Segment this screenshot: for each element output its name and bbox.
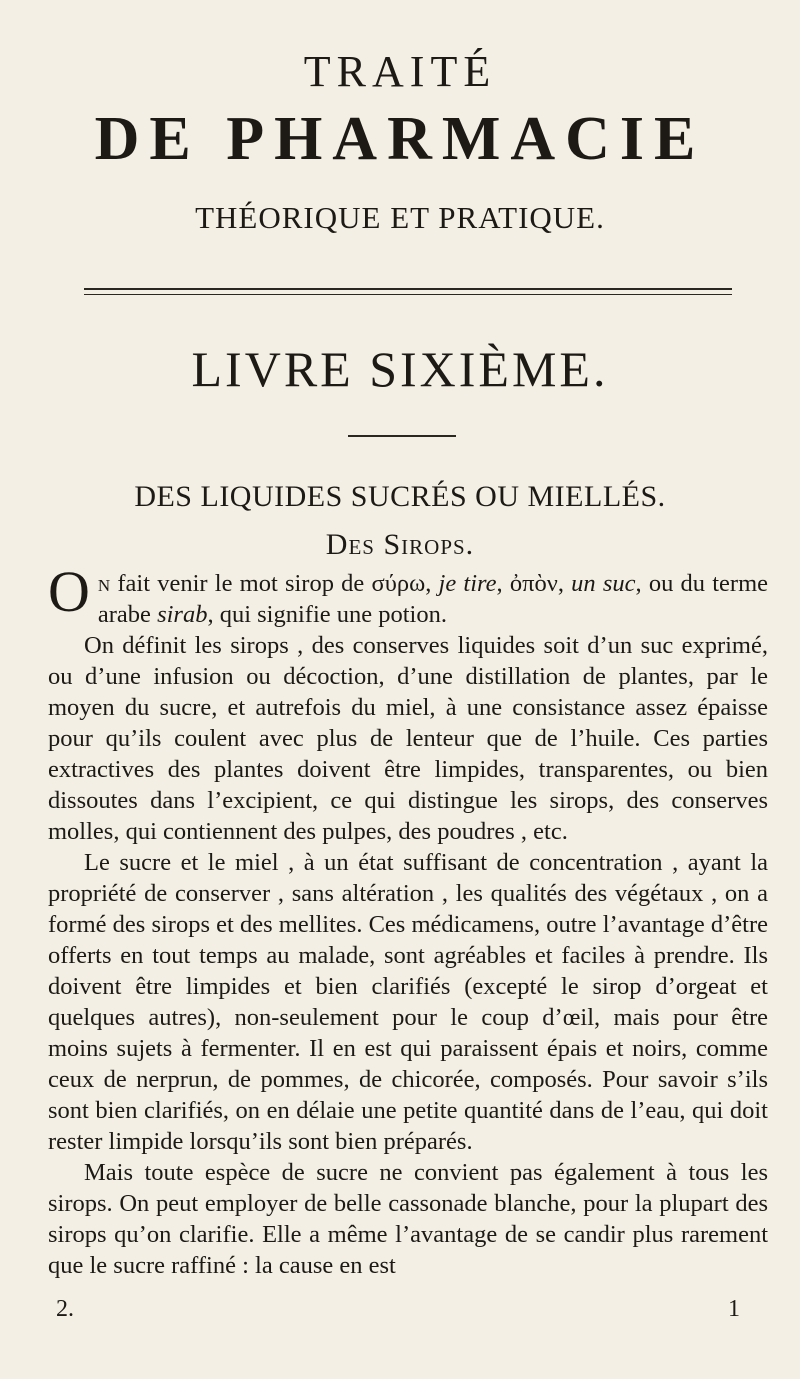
text-run: , [496,570,510,597]
title-line-1: TRAITÉ [303,47,497,96]
paragraph-lead: n [97,570,111,597]
text-run: fait venir le mot sirop de [110,570,372,597]
title-line-2: DE PHARMACIE [94,105,706,173]
signature-mark: 2. [56,1296,74,1322]
greek-word: ὀπὸν [509,570,558,597]
section-heading: DES LIQUIDES SUCRÉS OU MIELLÉS. [134,480,666,513]
paragraph-3: Le sucre et le miel , à un état suffisant de concentration , ayant la propriété de conserver , sans altération , les qualités des végétaux , on a formé des sirops et des mellites. Ces médicamens, outre l’avantage d’être offerts en tout temps au malade, sont agréables et faciles à prendre. Ils doivent être limpides et bien clarifiés (excepté le sirop d’orgeat et quelques autres), non-seulement pour le coup d’œil, mais pour être moins sujets à fermenter. Il en est qui paraissent épais et noirs, comme ceux de nerprun, de pommes, de chicorée, composés. Pour savoir s’ils sont bien clarifiés, on en délaie une petite quantité dans de l’eau, qui doit rester limpide lorsqu’ils sont bien préparés. [48,849,768,1155]
text-run: , [557,570,572,597]
body-text [48,559,769,1281]
double-rule-divider [84,288,732,295]
paragraph-2: On définit les sirops , des conserves liquides soit d’un suc exprimé, ou d’une infusion ou décoction, d’une distillation de plantes, par le moyen du sucre, et autrefois du miel, à une consistance assez épaisse pour qu’ils coulent avec plus de lenteur que de l’huile. Ces parties extractives des plantes doivent être limpides, transparentes, ou bien dissoutes dans l’excipient, ce qui distingue les sirops, des conserves molles, qui contiennent des pulpes, des poudres , etc. [48,632,768,845]
text-run: , qui signifie une potion. [207,601,447,628]
paragraph-1 [48,559,769,630]
paragraph-4: Mais toute espèce de sucre ne convient pas également à tous les sirops. On peut employer de belle cassonade blanche, pour la plupart des sirops qu’on clarifie. Elle a même l’avantage de se candir plus rarement que le sucre raffiné : la cause en est [48,1159,768,1279]
title-line-3: THÉORIQUE ET PRATIQUE. [195,200,605,235]
text-run: , ou du terme arabe [97,570,769,628]
short-rule-divider [348,435,456,437]
book-heading: LIVRE SIXIÈME. [191,341,609,397]
page-number: 1 [728,1296,740,1322]
drop-cap: O [48,559,90,624]
text-run: , [425,570,439,597]
greek-word: σύρω [371,570,426,597]
italic-text: je tire [438,570,497,597]
italic-text: un suc [571,570,636,597]
italic-text: sirab [157,601,208,628]
subsection-heading: Des Sirops. [325,528,475,561]
